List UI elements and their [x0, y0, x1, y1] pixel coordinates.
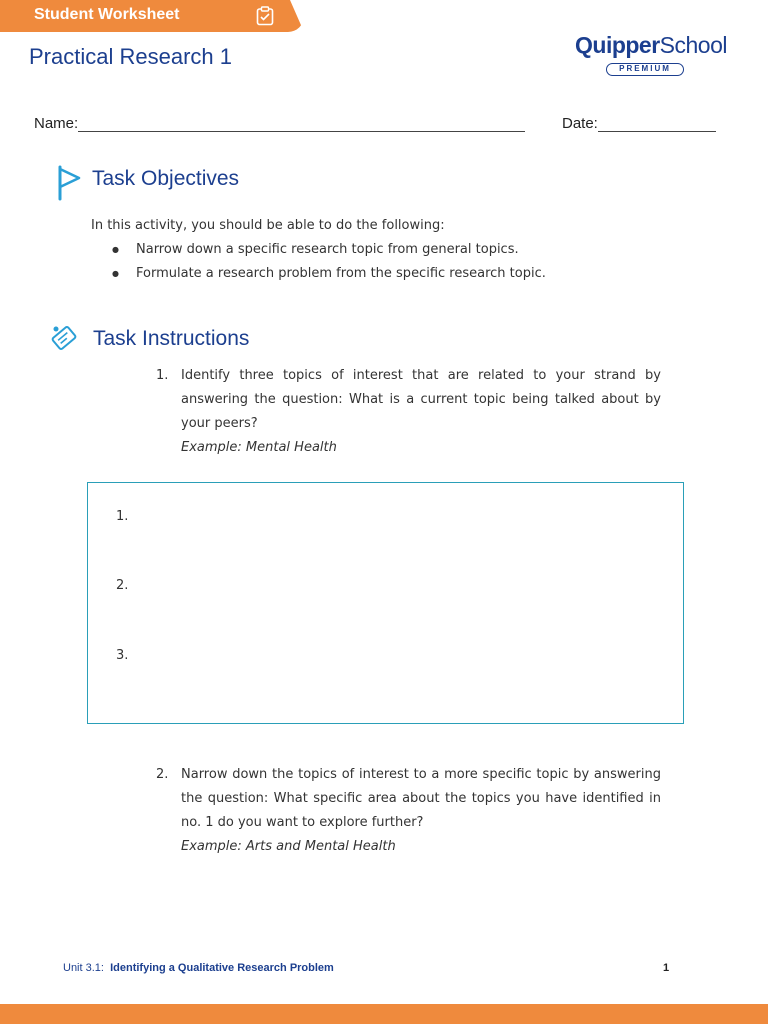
page-number: 1: [663, 962, 670, 974]
step-number: 2.: [156, 767, 169, 782]
date-label: Date:: [562, 115, 598, 132]
lesson-title: Identifying a Qualitative Research Problem: [110, 962, 334, 974]
instruction-step-1: [156, 364, 661, 460]
step-number: 1.: [156, 368, 169, 383]
date-field[interactable]: [562, 115, 716, 132]
instructions-icon: [48, 322, 80, 354]
list-item: ● Formulate a research problem from the specific research topic.: [112, 262, 546, 286]
step-text: Identify three topics of interest that are related to your strand by answering the question: What is a current topic being talked about by your peers?: [181, 368, 661, 431]
flag-icon: [56, 165, 82, 201]
task-instructions-heading: Task Instructions: [93, 327, 250, 350]
answer-box[interactable]: [87, 482, 684, 724]
name-line[interactable]: [78, 117, 525, 132]
premium-badge: PREMIUM: [606, 63, 684, 76]
step-text: Narrow down the topics of interest to a more specific topic by answering the question: What specific area about the topics you have identified in no. 1 do you want to explore further?: [181, 767, 661, 830]
footer-bar: [0, 1004, 768, 1024]
subject-title: Practical Research 1: [29, 44, 232, 69]
task-objectives-heading: Task Objectives: [92, 167, 240, 190]
unit-label: Unit 3.1:: [63, 962, 104, 974]
footer-unit: [63, 962, 334, 974]
quipper-school-logo: [575, 32, 727, 80]
clipboard-check-icon: [256, 6, 274, 26]
list-item: ● Narrow down a specific research topic from general topics.: [112, 238, 546, 262]
answer-number-1: 1.: [116, 509, 129, 524]
answer-number-2: 2.: [116, 578, 129, 593]
brand-name: QuipperSchool: [575, 32, 727, 58]
instruction-step-2: [156, 763, 661, 859]
name-label: Name:: [34, 115, 79, 132]
name-field[interactable]: [34, 115, 525, 132]
step-example: Example: Mental Health: [181, 440, 337, 455]
worksheet-tab-label: Student Worksheet: [34, 6, 180, 23]
step-example: Example: Arts and Mental Health: [181, 839, 396, 854]
answer-number-3: 3.: [116, 648, 129, 663]
objectives-list: [112, 238, 546, 286]
objectives-intro: In this activity, you should be able to do the following:: [91, 218, 445, 233]
date-line[interactable]: [598, 117, 716, 132]
